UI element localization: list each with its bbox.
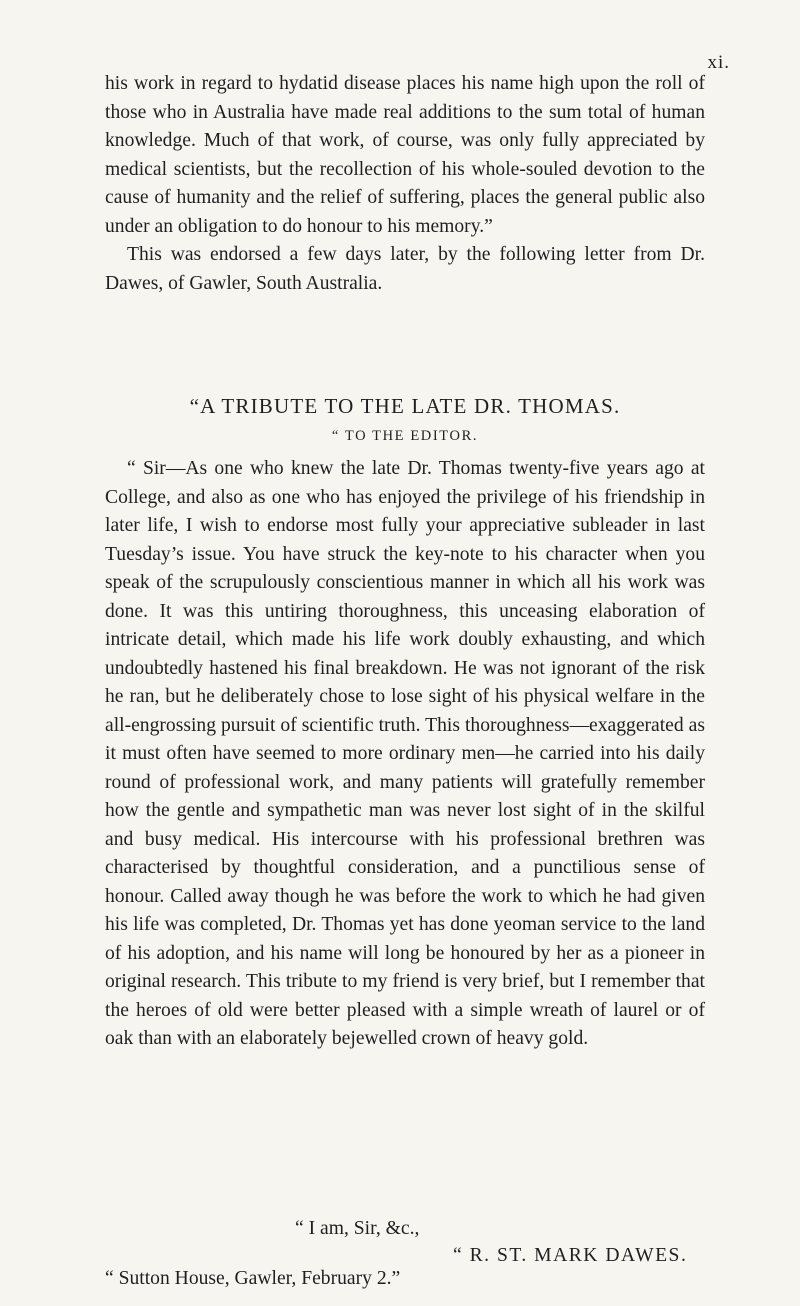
intro-paragraph-1: his work in regard to hydatid disease places his name high upon the roll of those who in Australia have made real additions to the sum total of human knowledge. Much of that work, of course, was only fully appreciated by medical scientists, but the recollection of his whole-souled devotion to the cause of humanity and the relief of suffering, places the general public also under an obligation to do honour to his memory.” xyxy=(105,73,705,237)
letter-signature: “ R. ST. MARK DAWES. xyxy=(453,1245,688,1266)
letter-body: “ Sir—As one who knew the late Dr. Thomas twenty-five years ago at College, and also as one who has enjoyed the privilege of his friendship in later life, I wish to endorse most fully your appreciative subleader in last Tuesday’s issue. You have struck the key-note to his character when you speak of the scrupulously conscientious manner in which all his work was done. It was this untiring thoroughness, this unceasing elaboration of intricate detail, which made his life work doubly exhausting, and which undoubtedly hastened his final breakdown. He was not ignorant of the risk he ran, but he deliberately chose to lose sight of his physical welfare in the all-engrossing pursuit of scientific truth. This thoroughness—exaggerated as it must often have seemed to more ordinary men—he carried into his daily round of professional work, and many patients will gratefully remember how the gentle and sympathetic man was never lost sight of in the skilful and busy medical. His intercourse with his professional brethren was characterised by thoughtful consideration, and a punctilious sense of honour. Called away though he was before the work to which he had given his life was completed, Dr. Thomas yet has done yeoman service to the land of his adoption, and his name will long be honoured by her as a pioneer in original research. This tribute to my friend is very brief, but I remember that the heroes of old were better pleased with a simple wreath of laurel or of oak than with an elaborately bejewelled crown of heavy gold. xyxy=(105,458,705,1049)
letter-closing: “ I am, Sir, &c., xyxy=(295,1218,420,1239)
letter-address: “ TO THE EDITOR. xyxy=(331,428,479,444)
letter-place-date: “ Sutton House, Gawler, February 2.” xyxy=(105,1268,401,1289)
intro-paragraph-2: This was endorsed a few days later, by the following letter from Dr. Dawes, of Gawler, South Australia. xyxy=(105,244,705,294)
intro-text xyxy=(105,70,705,298)
page-number: xi. xyxy=(707,52,730,73)
letter-body-block xyxy=(105,455,705,1054)
letter-title: “A TRIBUTE TO THE LATE DR. THOMAS. xyxy=(189,394,621,418)
